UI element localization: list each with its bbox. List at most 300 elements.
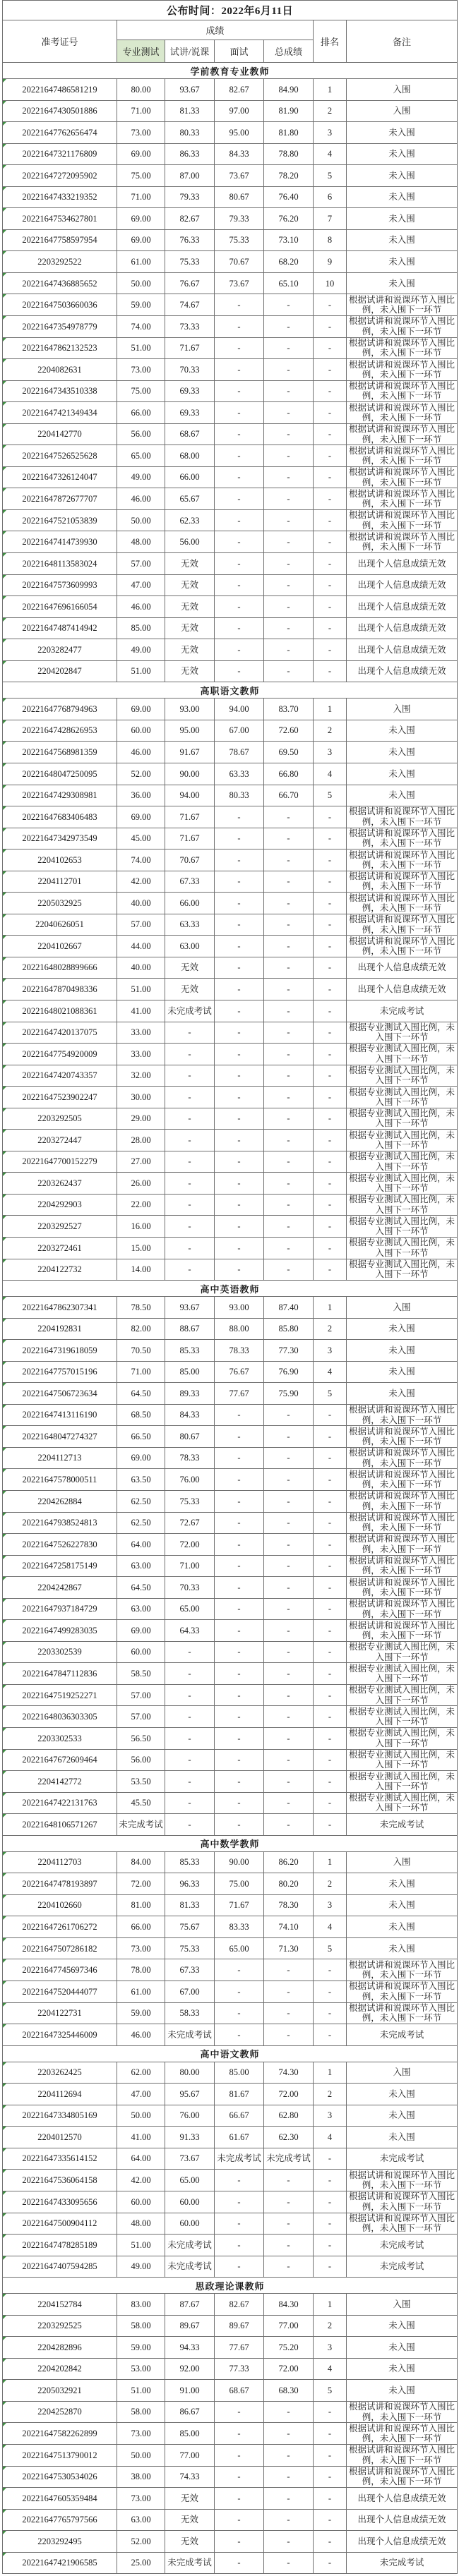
column-header-lecture: 试讲/说课 — [165, 40, 215, 63]
cell-rank: - — [314, 639, 347, 661]
cell-total-score: - — [264, 337, 314, 359]
cell-professional-test-score: 73.00 — [117, 122, 165, 144]
result-row — [3, 251, 458, 273]
cell-rank: - — [314, 1447, 347, 1469]
cell-professional-test-score: 75.00 — [117, 165, 165, 187]
cell-remark: 入围 — [347, 1297, 458, 1319]
cell-rank: - — [314, 380, 347, 402]
cell-rank: - — [314, 936, 347, 957]
cell-interview-score: - — [215, 2552, 264, 2574]
cell-total-score: 84.90 — [264, 79, 314, 101]
cell-remark: 根据专业测试入围比例，未入围下一环节 — [347, 1173, 458, 1195]
cell-total-score: - — [264, 1981, 314, 2003]
cell-lecture-score: 58.33 — [165, 2002, 215, 2024]
result-row — [3, 2552, 458, 2574]
cell-professional-test-score: 48.00 — [117, 531, 165, 553]
cell-lecture-score: - — [165, 1065, 215, 1087]
cell-total-score: - — [264, 1151, 314, 1173]
cell-rank: 3 — [314, 742, 347, 763]
cell-total-score: - — [264, 2488, 314, 2510]
cell-rank: 2 — [314, 1873, 347, 1895]
cell-total-score: 76.40 — [264, 186, 314, 208]
cell-professional-test-score: 84.00 — [117, 1851, 165, 1873]
cell-exam-id: 20221647573609993 — [3, 574, 117, 596]
cell-exam-id: 2204252870 — [3, 2401, 117, 2423]
cell-total-score: 75.20 — [264, 2337, 314, 2359]
cell-lecture-score: 74.33 — [165, 2466, 215, 2488]
cell-total-score: - — [264, 1404, 314, 1426]
cell-rank: 6 — [314, 186, 347, 208]
column-header-professional-test: 专业测试 — [117, 40, 165, 63]
cell-remark: 未完成考试 — [347, 2024, 458, 2046]
cell-exam-id: 20221647938524813 — [3, 1512, 117, 1534]
cell-professional-test-score: 73.00 — [117, 2488, 165, 2510]
cell-rank: - — [314, 402, 347, 424]
cell-rank: 3 — [314, 2337, 347, 2359]
cell-rank: - — [314, 1706, 347, 1728]
cell-professional-test-score: 78.00 — [117, 1959, 165, 1981]
cell-total-score: - — [264, 914, 314, 936]
cell-lecture-score: 未完成考试 — [165, 2024, 215, 2046]
cell-remark: 根据试讲和说课环节入围比例，未入围下一环节 — [347, 849, 458, 871]
result-row — [3, 1814, 458, 1836]
cell-lecture-score: 91.00 — [165, 2380, 215, 2402]
cell-remark: 入围 — [347, 100, 458, 122]
cell-total-score: 74.30 — [264, 2062, 314, 2084]
cell-rank: 5 — [314, 785, 347, 806]
cell-total-score: - — [264, 2235, 314, 2256]
result-row — [3, 574, 458, 596]
cell-remark: 根据试讲和说课环节入围比例，未入围下一环节 — [347, 1981, 458, 2003]
cell-interview-score: - — [215, 1577, 264, 1599]
cell-total-score: 77.30 — [264, 1340, 314, 1362]
cell-exam-id: 20221647872677707 — [3, 488, 117, 510]
cell-lecture-score: - — [165, 1706, 215, 1728]
cell-rank: - — [314, 359, 347, 381]
cell-rank: - — [314, 1814, 347, 1836]
cell-professional-test-score: 74.00 — [117, 316, 165, 338]
cell-exam-id: 2203282477 — [3, 639, 117, 661]
cell-professional-test-score: 60.00 — [117, 2191, 165, 2213]
cell-exam-id: 2204142770 — [3, 423, 117, 445]
cell-lecture-score: 无效 — [165, 639, 215, 661]
cell-total-score: 80.20 — [264, 1873, 314, 1895]
cell-professional-test-score: 33.00 — [117, 1022, 165, 1044]
cell-remark: 根据试讲和说课环节入围比例，未入围下一环节 — [347, 423, 458, 445]
cell-exam-id: 20221647758597954 — [3, 229, 117, 251]
cell-interview-score: - — [215, 936, 264, 957]
cell-total-score: - — [264, 1792, 314, 1814]
cell-remark: 出现个人信息成绩无效 — [347, 957, 458, 979]
cell-remark: 未入围 — [347, 785, 458, 806]
cell-exam-id: 20221647407594285 — [3, 2256, 117, 2278]
cell-interview-score: - — [215, 1749, 264, 1771]
result-row — [3, 2509, 458, 2531]
cell-professional-test-score: 59.00 — [117, 2002, 165, 2024]
result-row — [3, 380, 458, 402]
cell-remark: 未完成考试 — [347, 1814, 458, 1836]
cell-interview-score: 61.67 — [215, 2127, 264, 2148]
result-row — [3, 1044, 458, 1065]
cell-remark: 根据试讲和说课环节入围比例，未入围下一环节 — [347, 402, 458, 424]
cell-exam-id: 22040626051 — [3, 914, 117, 936]
cell-remark: 未入围 — [347, 143, 458, 165]
result-row — [3, 828, 458, 849]
cell-total-score: 72.00 — [264, 2084, 314, 2105]
result-row — [3, 1916, 458, 1938]
cell-remark: 根据专业测试入围比例，未入围下一环节 — [347, 1194, 458, 1216]
cell-total-score: - — [264, 1022, 314, 1044]
cell-rank: - — [314, 2213, 347, 2235]
cell-lecture-score: 无效 — [165, 596, 215, 618]
cell-lecture-score: 76.00 — [165, 2105, 215, 2127]
cell-lecture-score: 未完成考试 — [165, 1000, 215, 1022]
cell-remark: 根据专业测试入围比例，未入围下一环节 — [347, 1771, 458, 1793]
cell-lecture-score: 66.00 — [165, 893, 215, 914]
cell-professional-test-score: 57.00 — [117, 1706, 165, 1728]
result-row — [3, 1512, 458, 1534]
result-row — [3, 122, 458, 144]
cell-interview-score: 79.33 — [215, 208, 264, 230]
cell-professional-test-score: 27.00 — [117, 1151, 165, 1173]
cell-rank: - — [314, 2531, 347, 2553]
section-title: 思政理论课教师 — [3, 2278, 458, 2294]
result-row — [3, 1237, 458, 1259]
cell-total-score: - — [264, 1771, 314, 1793]
column-header-remark: 备注 — [347, 20, 458, 63]
result-row — [3, 2488, 458, 2510]
cell-professional-test-score: 72.00 — [117, 1873, 165, 1895]
cell-total-score: 68.30 — [264, 2380, 314, 2402]
cell-professional-test-score: 69.00 — [117, 208, 165, 230]
column-header-rank: 排名 — [314, 20, 347, 63]
cell-interview-score: - — [215, 957, 264, 979]
cell-exam-id: 20221648113583024 — [3, 553, 117, 575]
cell-lecture-score: 92.00 — [165, 2358, 215, 2380]
cell-exam-id: 2204082631 — [3, 359, 117, 381]
cell-total-score: - — [264, 2024, 314, 2046]
result-row — [3, 1000, 458, 1022]
cell-lecture-score: 90.00 — [165, 763, 215, 785]
cell-interview-score: - — [215, 1130, 264, 1151]
cell-interview-score: 80.67 — [215, 186, 264, 208]
cell-lecture-score: 67.33 — [165, 1959, 215, 1981]
cell-rank: - — [314, 1108, 347, 1130]
cell-professional-test-score: 69.00 — [117, 699, 165, 720]
cell-total-score: 84.30 — [264, 2294, 314, 2316]
cell-remark: 未入围 — [347, 1361, 458, 1383]
cell-total-score: - — [264, 1749, 314, 1771]
result-row — [3, 2235, 458, 2256]
cell-exam-id: 20221647754920009 — [3, 1044, 117, 1065]
cell-exam-id: 20221647319618059 — [3, 1340, 117, 1362]
result-row — [3, 1641, 458, 1663]
cell-remark: 根据专业测试入围比例，未入围下一环节 — [347, 1728, 458, 1750]
cell-professional-test-score: 49.00 — [117, 2256, 165, 2278]
cell-exam-id: 20221647578000511 — [3, 1469, 117, 1491]
cell-interview-score: - — [215, 806, 264, 828]
result-row — [3, 806, 458, 828]
cell-professional-test-score: 53.50 — [117, 1771, 165, 1793]
cell-lecture-score: 74.67 — [165, 294, 215, 316]
cell-remark: 根据试讲和说课环节入围比例，未入围下一环节 — [347, 2191, 458, 2213]
cell-remark: 未入围 — [347, 122, 458, 144]
cell-total-score: - — [264, 596, 314, 618]
cell-rank: - — [314, 337, 347, 359]
cell-exam-id: 20221647765797566 — [3, 2509, 117, 2531]
cell-total-score: - — [264, 2002, 314, 2024]
cell-lecture-score: 无效 — [165, 574, 215, 596]
cell-total-score: - — [264, 849, 314, 871]
cell-lecture-score: 95.67 — [165, 2084, 215, 2105]
cell-remark: 根据专业测试入围比例，未入围下一环节 — [347, 1087, 458, 1108]
cell-professional-test-score: 29.00 — [117, 1108, 165, 1130]
cell-remark: 未入围 — [347, 720, 458, 742]
cell-total-score: - — [264, 2466, 314, 2488]
cell-interview-score: 78.33 — [215, 1340, 264, 1362]
cell-rank: 4 — [314, 763, 347, 785]
cell-professional-test-score: 16.00 — [117, 1216, 165, 1238]
cell-rank: - — [314, 316, 347, 338]
cell-lecture-score: - — [165, 1259, 215, 1281]
cell-lecture-score: 75.33 — [165, 1937, 215, 1959]
cell-lecture-score: 未完成考试 — [165, 2256, 215, 2278]
cell-professional-test-score: 58.50 — [117, 1663, 165, 1685]
cell-exam-id: 20221647486581219 — [3, 79, 117, 101]
cell-rank: 2 — [314, 1318, 347, 1340]
cell-rank: - — [314, 531, 347, 553]
title-row — [3, 1, 458, 20]
cell-exam-id: 20221647334805169 — [3, 2105, 117, 2127]
cell-exam-id: 20221647343510338 — [3, 380, 117, 402]
cell-remark: 未入围 — [347, 272, 458, 294]
cell-exam-id: 2204202842 — [3, 2358, 117, 2380]
result-row — [3, 893, 458, 914]
result-row — [3, 337, 458, 359]
cell-remark: 根据试讲和说课环节入围比例，未入围下一环节 — [347, 2466, 458, 2488]
cell-exam-id: 20221647433095656 — [3, 2191, 117, 2213]
cell-professional-test-score: 81.00 — [117, 1894, 165, 1916]
cell-professional-test-score: 73.00 — [117, 359, 165, 381]
cell-remark: 未入围 — [347, 2358, 458, 2380]
cell-professional-test-score: 63.00 — [117, 2509, 165, 2531]
cell-total-score: - — [264, 979, 314, 1000]
result-row — [3, 1426, 458, 1448]
cell-lecture-score: 80.33 — [165, 122, 215, 144]
cell-lecture-score: 63.00 — [165, 936, 215, 957]
results-table-body — [3, 63, 458, 2574]
cell-lecture-score: 86.33 — [165, 143, 215, 165]
cell-professional-test-score: 57.00 — [117, 914, 165, 936]
result-row — [3, 1022, 458, 1044]
cell-exam-id: 2204102653 — [3, 849, 117, 871]
cell-interview-score: - — [215, 1792, 264, 1814]
cell-professional-test-score: 69.00 — [117, 229, 165, 251]
cell-total-score: - — [264, 639, 314, 661]
cell-interview-score: - — [215, 1981, 264, 2003]
cell-exam-id: 2203302539 — [3, 1641, 117, 1663]
cell-interview-score: 88.00 — [215, 1318, 264, 1340]
result-row — [3, 936, 458, 957]
cell-total-score: 69.50 — [264, 742, 314, 763]
cell-interview-score: - — [215, 337, 264, 359]
cell-remark: 未入围 — [347, 186, 458, 208]
cell-lecture-score: 76.33 — [165, 229, 215, 251]
cell-rank: - — [314, 2401, 347, 2423]
cell-interview-score: - — [215, 294, 264, 316]
result-row — [3, 1297, 458, 1319]
cell-rank: - — [314, 617, 347, 639]
cell-interview-score: - — [215, 2444, 264, 2466]
cell-exam-id: 20221647745697346 — [3, 1959, 117, 1981]
cell-exam-id: 2203292495 — [3, 2531, 117, 2553]
cell-exam-id: 2205032921 — [3, 2380, 117, 2402]
result-row — [3, 1447, 458, 1469]
cell-rank: 1 — [314, 2062, 347, 2084]
cell-remark: 根据试讲和说课环节入围比例，未入围下一环节 — [347, 1404, 458, 1426]
cell-rank: 2 — [314, 720, 347, 742]
cell-lecture-score: 89.67 — [165, 2315, 215, 2337]
result-row — [3, 2191, 458, 2213]
result-row — [3, 208, 458, 230]
result-row — [3, 763, 458, 785]
cell-interview-score: - — [215, 1641, 264, 1663]
cell-rank: - — [314, 1216, 347, 1238]
cell-lecture-score: - — [165, 1216, 215, 1238]
cell-total-score: - — [264, 1512, 314, 1534]
cell-professional-test-score: 69.00 — [117, 143, 165, 165]
cell-exam-id: 20221647523902247 — [3, 1087, 117, 1108]
cell-rank: - — [314, 1771, 347, 1793]
cell-exam-id: 20221647526525628 — [3, 445, 117, 467]
cell-professional-test-score: 44.00 — [117, 936, 165, 957]
cell-total-score: - — [264, 1706, 314, 1728]
cell-interview-score: 82.67 — [215, 79, 264, 101]
cell-rank: 4 — [314, 2358, 347, 2380]
cell-interview-score: - — [215, 1491, 264, 1513]
cell-interview-score: - — [215, 509, 264, 531]
cell-exam-id: 20221647342973549 — [3, 828, 117, 849]
cell-exam-id: 2204122732 — [3, 1259, 117, 1281]
cell-professional-test-score: 30.00 — [117, 1087, 165, 1108]
cell-remark: 根据专业测试入围比例，未入围下一环节 — [347, 1663, 458, 1685]
result-row — [3, 2466, 458, 2488]
cell-interview-score: - — [215, 402, 264, 424]
cell-exam-id: 20221647436885652 — [3, 272, 117, 294]
cell-lecture-score: 75.33 — [165, 1491, 215, 1513]
cell-exam-id: 2205032925 — [3, 893, 117, 914]
cell-exam-id: 20221647526227830 — [3, 1534, 117, 1556]
cell-exam-id: 20221647757015196 — [3, 1361, 117, 1383]
cell-total-score: - — [264, 617, 314, 639]
cell-total-score: 66.80 — [264, 763, 314, 785]
cell-rank: - — [314, 957, 347, 979]
cell-total-score: - — [264, 445, 314, 467]
cell-lecture-score: 65.67 — [165, 488, 215, 510]
result-row — [3, 1620, 458, 1642]
cell-professional-test-score: 61.00 — [117, 251, 165, 273]
cell-lecture-score: 71.67 — [165, 806, 215, 828]
cell-total-score: - — [264, 1641, 314, 1663]
cell-total-score: 62.30 — [264, 2127, 314, 2148]
cell-total-score: 76.90 — [264, 1361, 314, 1383]
cell-total-score: - — [264, 1577, 314, 1599]
cell-lecture-score: 无效 — [165, 979, 215, 1000]
result-row — [3, 979, 458, 1000]
cell-professional-test-score: 49.00 — [117, 466, 165, 488]
cell-rank: - — [314, 1426, 347, 1448]
cell-remark: 未入围 — [347, 2337, 458, 2359]
cell-interview-score: - — [215, 1426, 264, 1448]
cell-total-score: - — [264, 359, 314, 381]
cell-rank: 4 — [314, 1361, 347, 1383]
cell-professional-test-score: 45.00 — [117, 828, 165, 849]
cell-lecture-score: 无效 — [165, 2488, 215, 2510]
cell-professional-test-score: 46.00 — [117, 742, 165, 763]
cell-lecture-score: 70.33 — [165, 359, 215, 381]
result-row — [3, 2531, 458, 2553]
cell-rank: - — [314, 1237, 347, 1259]
cell-interview-score: 73.67 — [215, 272, 264, 294]
cell-professional-test-score: 51.00 — [117, 2235, 165, 2256]
cell-lecture-score: - — [165, 1130, 215, 1151]
result-row — [3, 785, 458, 806]
cell-professional-test-score: 51.00 — [117, 979, 165, 1000]
cell-lecture-score: - — [165, 1771, 215, 1793]
cell-rank: - — [314, 1022, 347, 1044]
cell-total-score: - — [264, 660, 314, 682]
cell-lecture-score: 72.67 — [165, 1512, 215, 1534]
cell-rank: - — [314, 1065, 347, 1087]
cell-remark: 根据试讲和说课环节入围比例，未入围下一环节 — [347, 294, 458, 316]
result-row — [3, 2148, 458, 2170]
cell-lecture-score: 77.00 — [165, 2444, 215, 2466]
cell-professional-test-score: 59.00 — [117, 2337, 165, 2359]
cell-lecture-score: 80.67 — [165, 1426, 215, 1448]
cell-remark: 根据专业测试入围比例，未入围下一环节 — [347, 1130, 458, 1151]
cell-exam-id: 20221647862307341 — [3, 1297, 117, 1319]
cell-exam-id: 20221647503660036 — [3, 294, 117, 316]
cell-exam-id: 2203262437 — [3, 1173, 117, 1195]
cell-total-score: - — [264, 2444, 314, 2466]
cell-lecture-score: 70.67 — [165, 849, 215, 871]
cell-lecture-score: - — [165, 1022, 215, 1044]
cell-total-score: 78.80 — [264, 143, 314, 165]
cell-lecture-score: 65.00 — [165, 1598, 215, 1620]
result-row — [3, 2062, 458, 2084]
cell-remark: 根据专业测试入围比例，未入围下一环节 — [347, 1706, 458, 1728]
cell-lecture-score: 68.67 — [165, 423, 215, 445]
cell-rank: - — [314, 2148, 347, 2170]
result-row — [3, 2337, 458, 2359]
cell-exam-id: 20221647568981359 — [3, 742, 117, 763]
cell-interview-score: - — [215, 1087, 264, 1108]
cell-rank: - — [314, 1598, 347, 1620]
cell-interview-score: - — [215, 1194, 264, 1216]
result-row — [3, 1173, 458, 1195]
cell-exam-id: 2203302533 — [3, 1728, 117, 1750]
cell-total-score: 未完成考试 — [264, 2148, 314, 2170]
cell-rank: - — [314, 488, 347, 510]
cell-total-score: - — [264, 2256, 314, 2278]
publish-time-title: 公布时间：2022年6月11日 — [3, 1, 458, 20]
cell-total-score: 83.70 — [264, 699, 314, 720]
result-row — [3, 1383, 458, 1405]
cell-remark: 出现个人信息成绩无效 — [347, 660, 458, 682]
cell-rank: - — [314, 1577, 347, 1599]
cell-interview-score: 71.67 — [215, 1894, 264, 1916]
cell-remark: 未入围 — [347, 763, 458, 785]
